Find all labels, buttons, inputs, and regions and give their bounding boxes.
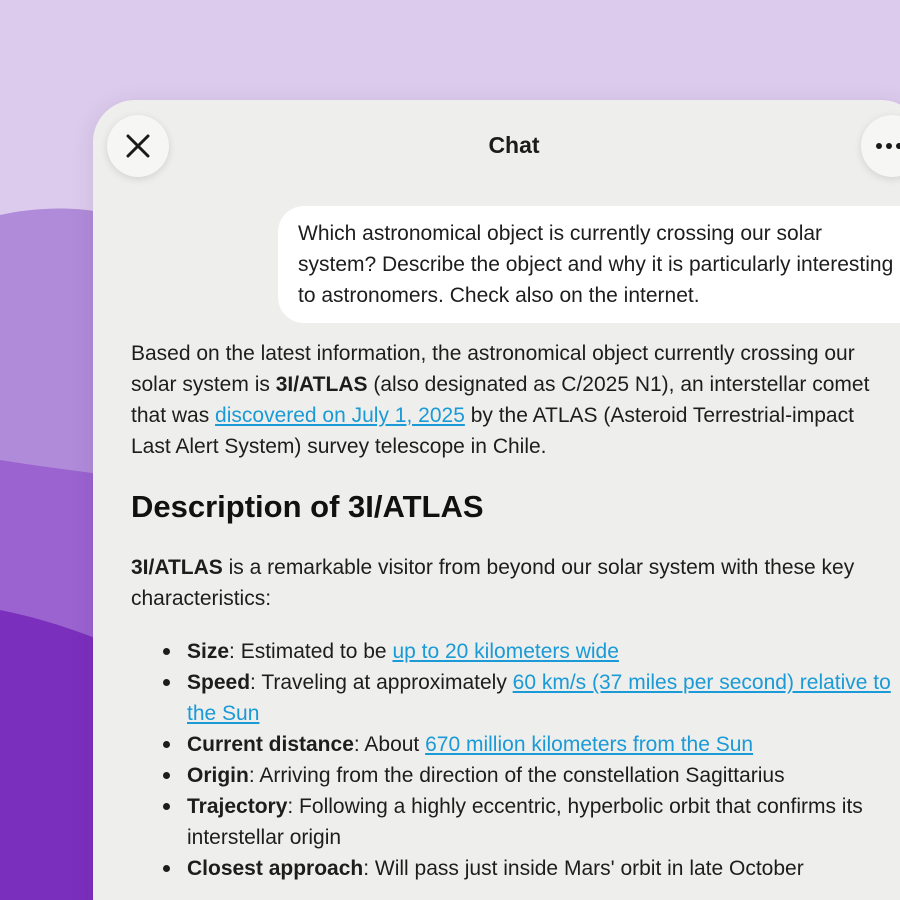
chat-title: Chat (488, 132, 540, 158)
fact-label: Speed (187, 671, 251, 694)
fact-label: Trajectory (187, 795, 288, 818)
user-message-bubble: Which astronomical object is currently crossing our solar system? Describe the object and why it is particularly interesting to astronomers. Check also on the internet. (278, 206, 900, 323)
fact-link[interactable]: 60 km/s (37 miles per second) relative to the Sun (187, 671, 891, 725)
fact-text: : Estimated to be (229, 640, 393, 663)
intro-paragraph (131, 338, 891, 462)
more-icon (875, 142, 900, 150)
characteristics-bold: 3I/ATLAS (131, 556, 223, 579)
fact-closest-approach (187, 853, 891, 884)
characteristics-text: is a remarkable visitor from beyond our solar system with these key characteristics: (131, 556, 855, 610)
intro-text-1: Based on the latest information, the astronomical object currently crossing our solar system is (131, 342, 855, 396)
fact-label: Current distance (187, 733, 354, 756)
fact-text: : Following a highly eccentric, hyperbolic orbit that confirms its interstellar origin (187, 795, 863, 849)
fact-trajectory (187, 791, 891, 853)
fact-text: : Will pass just inside Mars' orbit in late October (363, 857, 804, 880)
fact-size (187, 636, 891, 667)
fact-label: Size (187, 640, 230, 663)
fact-current-distance (187, 729, 891, 760)
fact-link[interactable]: 670 million kilometers from the Sun (425, 733, 754, 756)
fact-text: : Traveling at approximately (250, 671, 513, 694)
characteristics-intro (131, 552, 891, 614)
fact-text: : About (353, 733, 426, 756)
fact-origin (187, 760, 891, 791)
intro-bold: 3I/ATLAS (275, 373, 368, 396)
intro-text-2: (also designated as C/2025 N1), an interstellar comet that was (131, 373, 870, 427)
section-heading: Description of 3I/ATLAS (131, 489, 484, 524)
fact-speed (187, 667, 891, 729)
hill-dark (0, 610, 100, 900)
fact-link[interactable]: up to 20 kilometers wide (392, 640, 619, 663)
more-options-button[interactable] (861, 115, 900, 177)
fact-label: Closest approach (187, 857, 364, 880)
fact-label: Origin (187, 764, 249, 787)
discovery-link[interactable]: discovered on July 1, 2025 (215, 404, 465, 427)
chat-panel (93, 100, 900, 900)
assistant-response (131, 338, 891, 884)
facts-list (131, 636, 891, 884)
fact-text: : Arriving from the direction of the constellation Sagittarius (248, 764, 785, 787)
chat-header (93, 100, 900, 200)
intro-text-3: by the ATLAS (Asteroid Terrestrial-impact Last Alert System) survey telescope in Chile. (131, 404, 854, 458)
